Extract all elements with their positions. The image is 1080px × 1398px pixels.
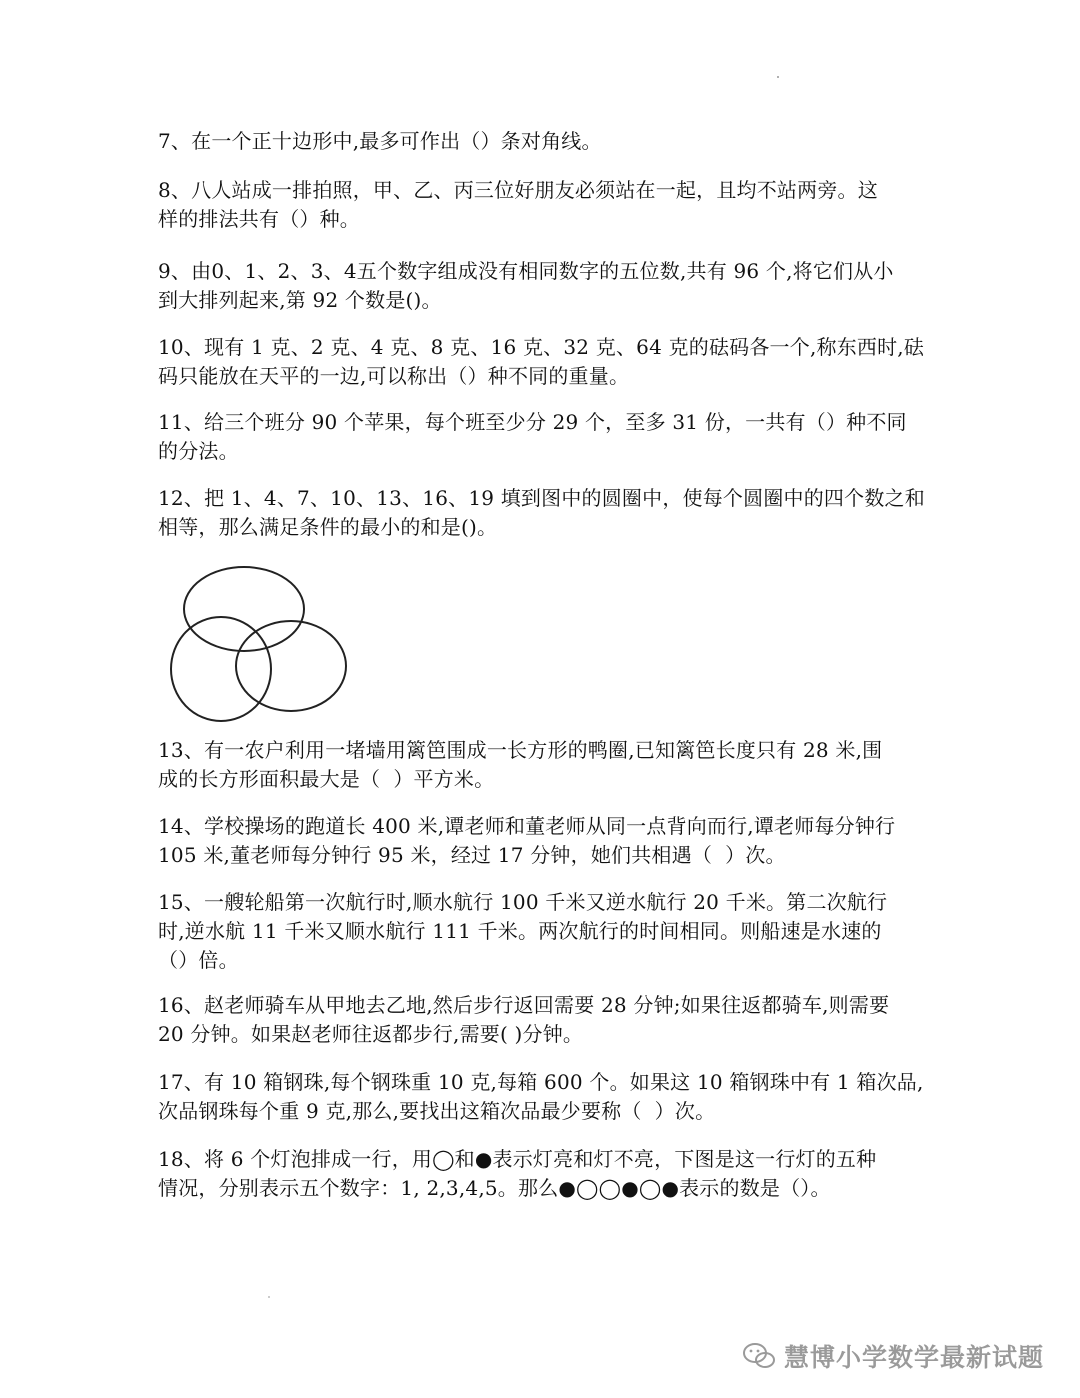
circle-top bbox=[184, 567, 304, 651]
question-line: 105 米,董老师每分钟行 95 米，经过 17 分钟，她们共相遇（ ）次。 bbox=[158, 843, 786, 867]
question-15 bbox=[158, 888, 928, 975]
question-line: （）倍。 bbox=[158, 948, 239, 972]
speck bbox=[777, 76, 779, 78]
question-line: 12、把 1、4、7、10、13、16、19 填到图中的圆圈中，使每个圆圈中的四个数之和 bbox=[158, 486, 925, 510]
question-line: 10、现有 1 克、2 克、4 克、8 克、16 克、32 克、64 克的砝码各一个,称东西时,砝 bbox=[158, 335, 925, 359]
question-9 bbox=[158, 257, 928, 315]
question-line: 20 分钟。如果赵老师往返都步行,需要( )分钟。 bbox=[158, 1022, 584, 1046]
wechat-icon bbox=[742, 1342, 776, 1370]
question-16 bbox=[158, 991, 928, 1049]
question-line: 9、由0、1、2、3、4五个数字组成没有相同数字的五位数,共有 96 个,将它们从小 bbox=[158, 259, 894, 283]
question-17 bbox=[158, 1068, 928, 1126]
question-line: 相等，那么满足条件的最小的和是()。 bbox=[158, 515, 498, 539]
question-7 bbox=[158, 127, 928, 156]
watermark-text: 慧博小学数学最新试题 bbox=[783, 1343, 1044, 1372]
three-circles-diagram bbox=[160, 560, 360, 730]
question-12 bbox=[158, 484, 928, 542]
question-line: 码只能放在天平的一边,可以称出（）种不同的重量。 bbox=[158, 364, 630, 388]
question-line: 到大排列起来,第 92 个数是()。 bbox=[158, 288, 442, 312]
question-line: 16、赵老师骑车从甲地去乙地,然后步行返回需要 28 分钟;如果往返都骑车,则需要 bbox=[158, 993, 890, 1017]
question-18 bbox=[158, 1145, 928, 1203]
circle-left bbox=[171, 617, 271, 721]
question-line: 的分法。 bbox=[158, 439, 239, 463]
question-line: 13、有一农户利用一堵墙用篱笆围成一长方形的鸭圈,已知篱笆长度只有 28 米,围 bbox=[158, 738, 883, 762]
question-11 bbox=[158, 408, 928, 466]
question-13 bbox=[158, 736, 928, 794]
question-line: 18、将 6 个灯泡排成一行，用◯和●表示灯亮和灯不亮，下图是这一行灯的五种 bbox=[158, 1147, 877, 1171]
speck bbox=[268, 1296, 270, 1298]
question-line: 情况，分别表示五个数字：1, 2,3,4,5。那么●◯◯●◯●表示的数是（）。 bbox=[158, 1176, 831, 1200]
question-line: 14、学校操场的跑道长 400 米,谭老师和董老师从同一点背向而行,谭老师每分钟行 bbox=[158, 814, 896, 838]
question-14 bbox=[158, 812, 928, 870]
question-line: 17、有 10 箱钢珠,每个钢珠重 10 克,每箱 600 个。如果这 10 箱钢珠中有 1 箱次品, bbox=[158, 1070, 924, 1094]
question-line: 7、在一个正十边形中,最多可作出（）条对角线。 bbox=[158, 129, 602, 153]
question-line: 次品钢珠每个重 9 克,那么,要找出这箱次品最少要称（ ）次。 bbox=[158, 1099, 716, 1123]
question-line: 成的长方形面积最大是（ ）平方米。 bbox=[158, 767, 495, 791]
question-line: 8、八人站成一排拍照，甲、乙、丙三位好朋友必须站在一起，且均不站两旁。这 bbox=[158, 178, 878, 202]
question-10 bbox=[158, 333, 928, 391]
watermark bbox=[742, 1336, 1044, 1376]
question-line: 11、给三个班分 90 个苹果，每个班至少分 29 个，至多 31 份，一共有（）种不同 bbox=[158, 410, 907, 434]
question-line: 15、一艘轮船第一次航行时,顺水航行 100 千米又逆水航行 20 千米。第二次航行 bbox=[158, 890, 888, 914]
question-line: 时,逆水航 11 千米又顺水航行 111 千米。两次航行的时间相同。则船速是水速的 bbox=[158, 919, 882, 943]
question-8 bbox=[158, 176, 928, 234]
question-line: 样的排法共有（）种。 bbox=[158, 207, 360, 231]
